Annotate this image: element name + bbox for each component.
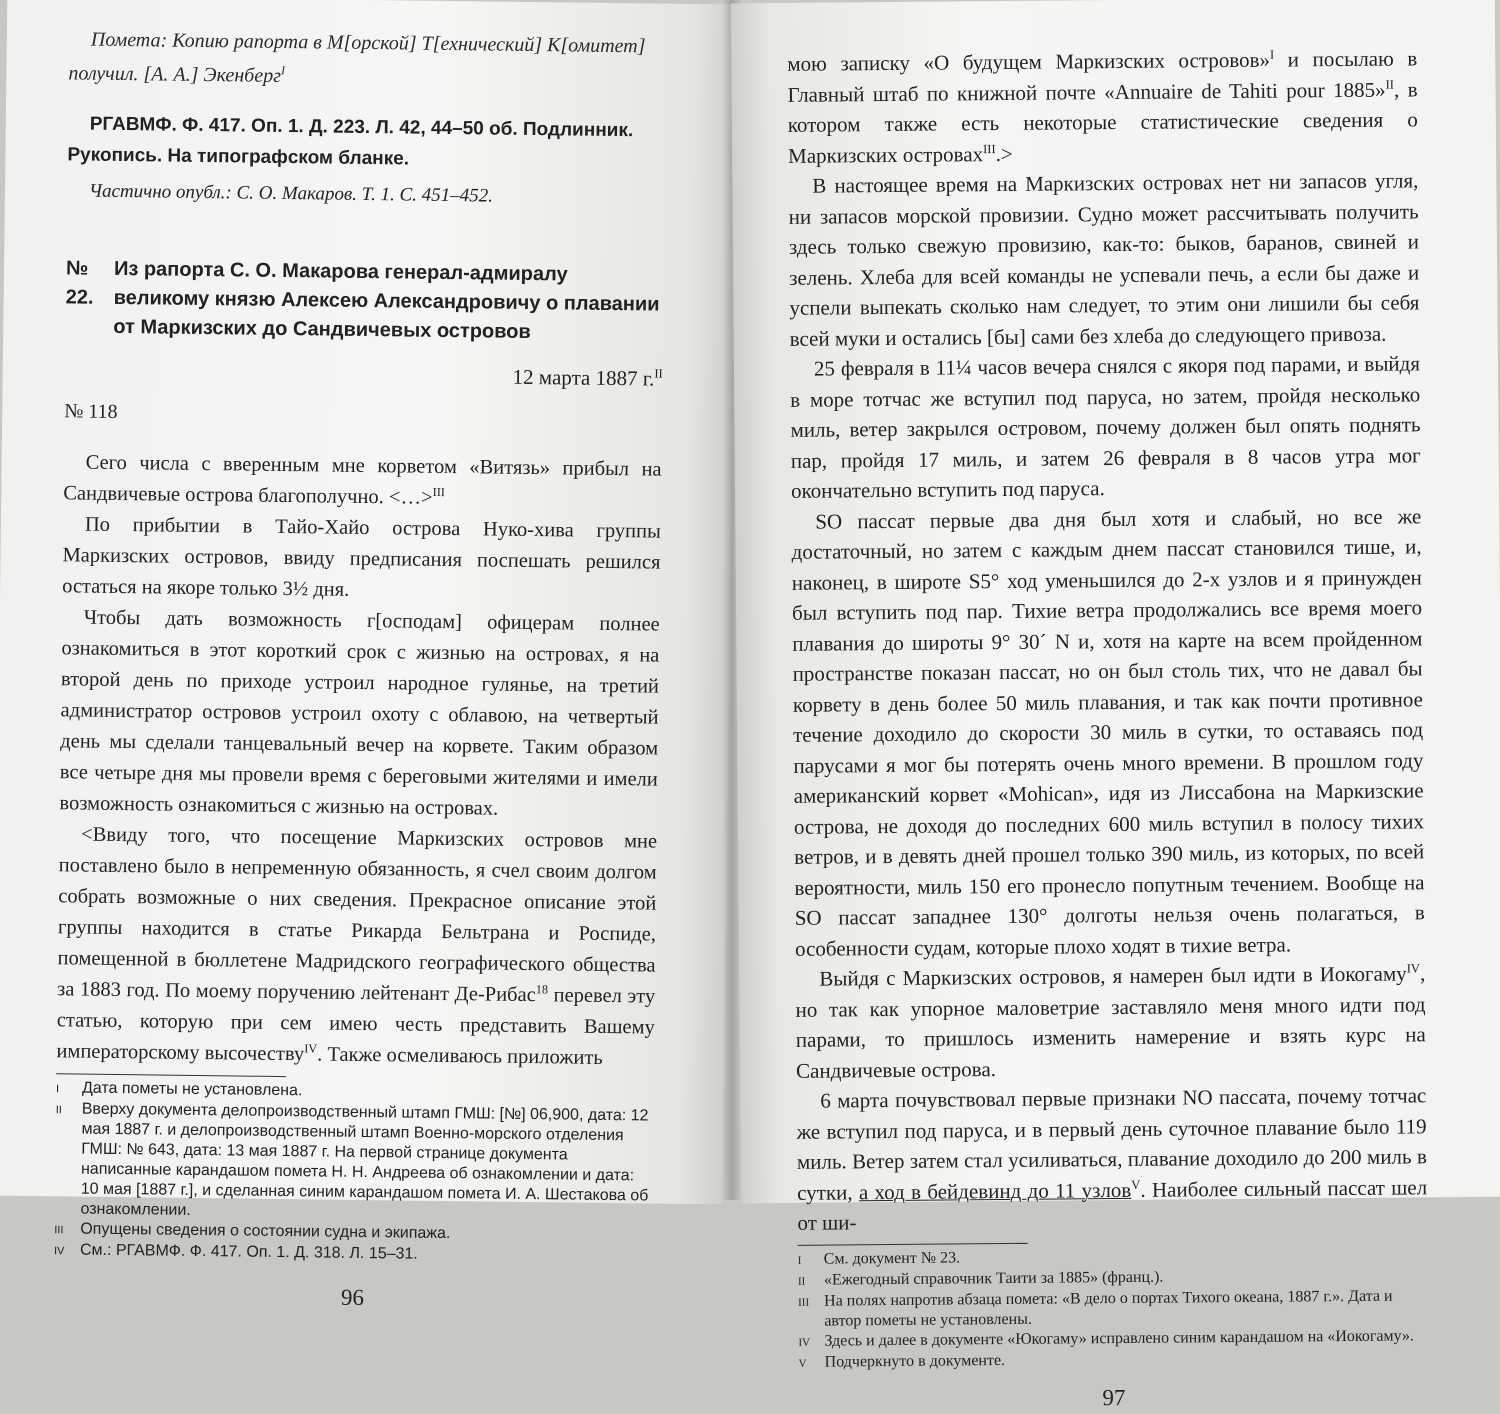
footnote-mark: II xyxy=(797,1275,806,1288)
archive-reference: РГАВМФ. Ф. 417. Оп. 1. Д. 223. Л. 42, 44–50 об. Подлинник. Рукопись. На типографском бланке. xyxy=(67,113,634,170)
footnote-ref: II xyxy=(1385,77,1394,92)
footnote-text: Здесь и далее в документе «Юкогаму» исправлено синим карандашом на «Иокогаму». xyxy=(824,1326,1415,1350)
paragraph xyxy=(56,819,657,1074)
left-body xyxy=(56,447,662,1074)
paragraph xyxy=(63,447,662,516)
page-number: 97 xyxy=(1102,1384,1126,1410)
footnote-mark: IV xyxy=(53,1245,65,1258)
paragraph-text: 6 марта почувствовал первые признаки NO пассата, почему тотчас же вступил под паруса, и в первый день суточное плавание было 119 миль. Ветер затем стал усиливаться, плавание доходило до 200 миль в сутки, xyxy=(796,1083,1427,1205)
footnote-divider xyxy=(56,1073,286,1077)
right-body xyxy=(787,43,1427,1238)
right-page xyxy=(731,0,1500,1410)
paragraph xyxy=(795,958,1426,1085)
document-heading xyxy=(65,254,664,348)
paragraph: По прибытии в Тайо-Хайо острова Нуко-хива группы Маркизских островов, ввиду предписания поспешать решился остаться на якоре только 3½ дня. xyxy=(62,513,661,601)
footnote-text: Вверху документа делопроизводственный штамп ГМШ: [№] 06,900, дата: 12 мая 1887 г. и делопроизводственный штамп Военно-морского отделения ГМШ: № 643, дата: 13 мая 1887 г. На первой странице документа написанные карандашом помета Н. Н. Андреева об ознакомлении и дата: 10 мая [1887 г.], и сделанная синим карандашом помета И. А. Шестакова об ознакомлении. xyxy=(80,1100,649,1219)
paragraph: В настоящее время на Маркизских островах нет ни запасов угля, ни запасов морской провизии. Судно может рассчитывать получить здесь только свежую провизию, как-то: быков, баранов, свиней и зелень. Хлеба для всей команды не успевали печь, а если бы даже и успели выпекать сколько нам следует, то этим они лишили бы себя всей муки и остались [бы] сами без хлеба до следующего привоза. xyxy=(788,168,1420,351)
paragraph-text: , в котором также есть некоторые статистические сведения о Маркизских островах xyxy=(787,76,1418,168)
document-title: Из рапорта С. О. Макарова генерал-адмиралу великому князю Алексею Александровичу о плавании от Маркизских до Сандвичевых островов xyxy=(113,257,660,344)
footnote-ref: IV xyxy=(1406,961,1421,976)
footnote-mark: V xyxy=(798,1357,807,1370)
footnote-text: Дата пометы не установлена. xyxy=(81,1079,303,1100)
footnotes xyxy=(54,1078,654,1268)
footnote-mark: II xyxy=(55,1104,62,1117)
paragraph-text: и посылаю в Главный штаб по книжной почте «Annuaire de Tahiti pour 1885» xyxy=(787,46,1418,107)
footnote-divider xyxy=(798,1242,1028,1245)
footnote-text: На полях напротив абзаца помета: «В дело о портах Тихого океана, 1887 г.». Дата и автор пометы не установлены. xyxy=(824,1287,1393,1330)
footnote-ref: I xyxy=(1269,47,1275,62)
footnote-text: Подчеркнуто в документе. xyxy=(824,1351,1006,1371)
footnote-ref: III xyxy=(432,484,446,500)
footnote xyxy=(54,1099,653,1226)
paragraph-text: мою записку «О будущем Маркизских островов» xyxy=(787,47,1271,76)
footnote-text: Опущены сведения о состоянии судна и экипажа. xyxy=(80,1220,451,1243)
footnote-ref: IV xyxy=(304,1041,318,1056)
paragraph-text: . Наиболее сильный пассат шел от ши- xyxy=(797,1174,1428,1235)
reference-number: № 118 xyxy=(64,400,118,423)
document-number: № 22. xyxy=(65,257,94,309)
footnote-mark: III xyxy=(798,1296,810,1309)
footnote-ref: V xyxy=(1131,1177,1141,1192)
footnote-text: «Ежегодный справочник Таити за 1885» (франц.). xyxy=(823,1268,1164,1289)
footnote-mark: III xyxy=(54,1224,64,1237)
footnote xyxy=(799,1347,1429,1373)
publication-note: Частично опубл.: С. О. Макаров. Т. 1. С. 451–452. xyxy=(88,180,494,207)
paragraph-text: перевел эту статью, которую при сем имею честь представить Вашему императорскому высочеству xyxy=(56,984,656,1066)
footnote-mark: IV xyxy=(798,1336,811,1349)
document-date xyxy=(65,359,663,391)
footnote-text: См.: РГАВМФ. Ф. 417. Оп. 1. Д. 318. Л. 15–31. xyxy=(79,1241,418,1263)
footnote-ref: II xyxy=(654,366,663,381)
footnote-mark: I xyxy=(55,1083,60,1096)
marginal-note xyxy=(68,22,667,97)
paragraph: Чтобы дать возможность г[осподам] офицерам полнее ознакомиться в этот короткий срок с жизнью на островах, я на второй день по приходе устроил народное гулянье, на третий администратор островов устроил охоту с облавою, на четвертый день мы сделали танцевальный вечер на корвете. Таким образом все четыре дня мы провели время с береговыми жителями и имели возможность ознакомиться с жизнью на островах. xyxy=(59,606,660,820)
footnote xyxy=(798,1286,1428,1331)
date-text: 12 марта 1887 г. xyxy=(512,364,655,391)
underlined-text: а ход в бейдевинд до 11 узлов xyxy=(858,1177,1132,1204)
paragraph-text: .> xyxy=(995,141,1013,166)
paragraph: SO пассат первые два дня был хотя и слабый, но все же достаточный, но затем с каждым днем пассат становился тише, и, наконец, в широте S5° ход уменьшился до 2-х узлов и я принужден был вступить под пар. Тихие ветра продолжались все время моего плавания до широты 9° 30´ N и, хотя на карте на всем пройденном пространстве показан пассат, но он был столь тих, что не давал бы корвету в день более 50 миль плавания, и так как почти противное течение доходило до скорости 30 миль в сутки, то оставаясь под парусами я мог бы потерять очень много времени. В прошлом году американский корвет «Mohican», идя из Лиссабона на Маркизские острова, не доходя до последних 600 миль вступил в полосу тихих ветров, и в девять дней прошел только 390 миль, из которых, по всей вероятности, миль 150 его пронесло попутным течением. Вообще на SO пассат западнее 130° долготы нельзя очень полагаться, в особенности судам, которые плохо ходят в тихие ветра. xyxy=(791,503,1425,961)
left-page xyxy=(0,0,737,1311)
paragraph-text: <Ввиду того, что посещение Маркизских островов мне поставлено было в непременную обязанность, я счел своим долгом собрать возможные о них сведения. Прекрасное описание этой группы находится в статье Рикарда Бельтрана и Роспиде, помещенной в бюллетене Мадридского географического общества за 1883 год. По моему поручению лейтенант Де-Рибас xyxy=(57,823,658,1007)
footnote-text: См. документ № 23. xyxy=(823,1248,961,1268)
paragraph-text: , но так как упорное маловетрие заставляло меня много идти под парами, то пришлось изменить намерение и взять курс на Сандвичевые острова. xyxy=(795,961,1426,1083)
paragraph-text: . Также осмеливаюсь приложить xyxy=(317,1043,603,1069)
footnote-ref: I xyxy=(280,63,286,78)
footnote-ref: III xyxy=(982,141,996,156)
paragraph xyxy=(787,43,1418,170)
paragraph xyxy=(796,1080,1427,1238)
footnote-mark: I xyxy=(797,1254,802,1267)
paragraph: 25 февраля в 11¼ часов вечера снялся с якоря под парами, и выйдя в море тотчас же вступил под паруса, но затем, пройдя несколько миль, ветер закрылся островом, почему должен был опять поднять пар, пройдя 17 миль, и затем 26 февраля в 8 часов утра мог окончательно вступить под паруса. xyxy=(790,351,1421,503)
footnote-ref: 18 xyxy=(535,982,549,997)
footnotes xyxy=(798,1244,1429,1373)
paragraph-text: Сего числа с вверенным мне корветом «Витязь» прибыл на Сандвичевые острова благополучно. <…> xyxy=(63,451,662,509)
marginal-note-text: Помета: Копию рапорта в М[орской] Т[ехнический] К[омитет] получил. [А. А.] Экенберг xyxy=(68,28,646,87)
paragraph-text: Выйдя с Маркизских островов, я намерен был идти в Иокогаму xyxy=(819,961,1407,991)
page-number: 96 xyxy=(340,1284,365,1311)
